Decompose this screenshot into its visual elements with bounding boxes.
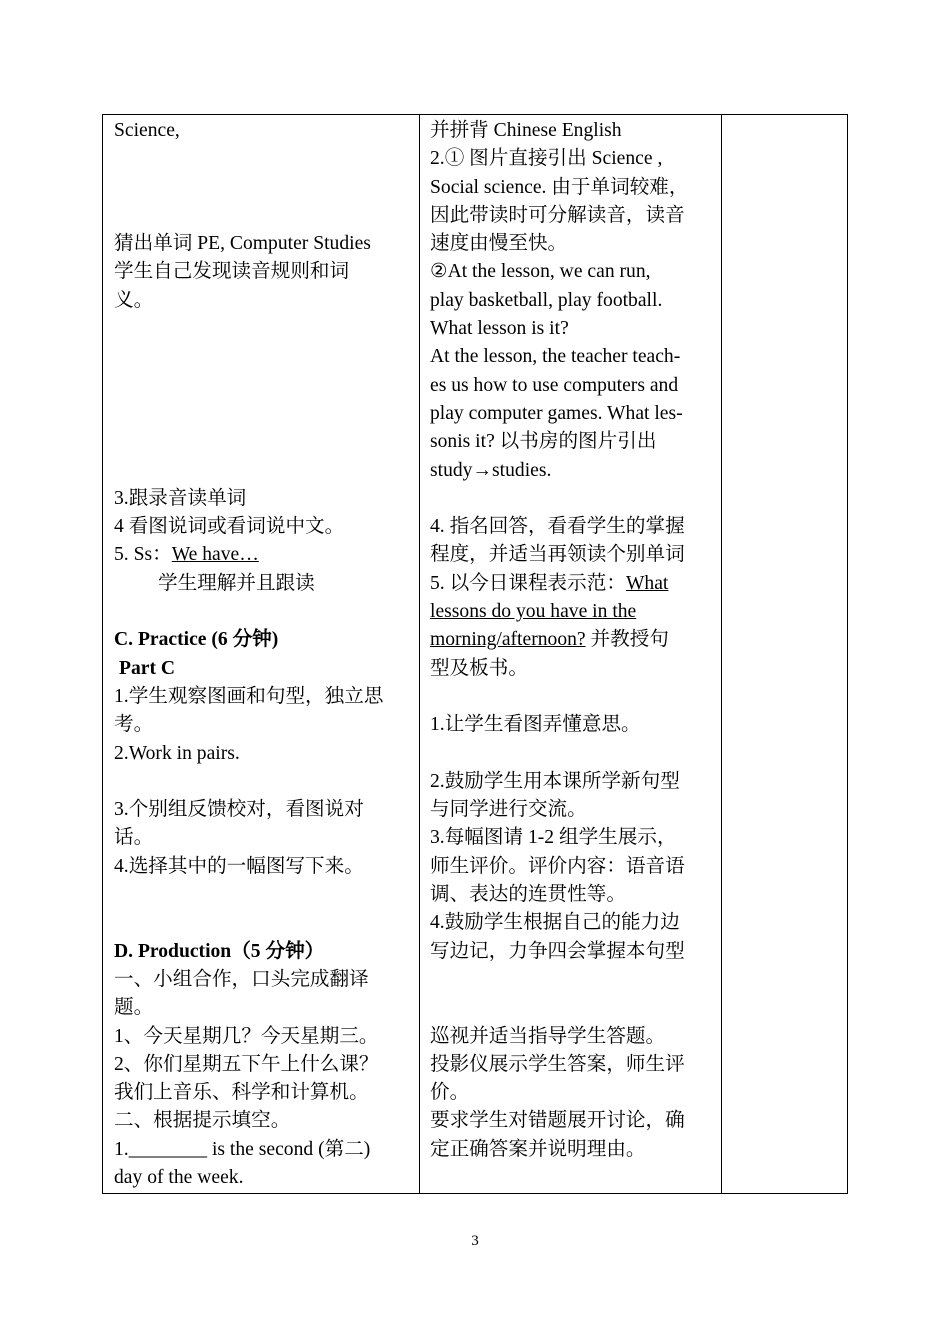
text-line: 2.鼓励学生用本课所学新句型 bbox=[430, 770, 680, 792]
text-line: play basketball, play football. bbox=[430, 289, 663, 311]
text-line: 速度由慢至快。 bbox=[430, 233, 568, 255]
underlined-text: lessons do you have in the bbox=[430, 601, 637, 623]
text-line: 2.Work in pairs. bbox=[114, 742, 240, 764]
section-subheading-part-c: Part C bbox=[119, 657, 176, 679]
schedule-demo-prefix: 5. 以今日课程表示范： bbox=[430, 572, 626, 594]
text-line: 我们上音乐、科学和计算机。 bbox=[114, 1082, 369, 1104]
text-line: What lesson is it? bbox=[430, 318, 569, 340]
text-line: 一、小组合作，口头完成翻译 bbox=[114, 968, 369, 990]
text-line: 4.选择其中的一幅图写下来。 bbox=[114, 855, 364, 877]
text-line: 程度，并适当再领读个别单词 bbox=[430, 544, 685, 566]
text-line bbox=[430, 598, 716, 626]
text-line: 3.跟录音读单词 bbox=[114, 487, 247, 509]
we-have-text: We have… bbox=[171, 544, 259, 566]
text-line: 要求学生对错题展开讨论，确 bbox=[430, 1110, 685, 1132]
text-line: Science, bbox=[114, 120, 180, 141]
text-line: 价。 bbox=[430, 1082, 470, 1104]
text-line: 投影仪展示学生答案，师生评 bbox=[430, 1053, 685, 1075]
text-line: 话。 bbox=[114, 827, 154, 849]
text-line: day of the week. bbox=[114, 1166, 244, 1188]
text-line: 与同学进行交流。 bbox=[430, 799, 587, 821]
text-line: sonis it? 以书房的图片引出 bbox=[430, 431, 657, 453]
lesson-plan-table bbox=[102, 114, 848, 1194]
column-divider bbox=[419, 115, 420, 1193]
text-span: 并教授句 bbox=[585, 629, 669, 651]
text-line: 写边记，力争四会掌握本句型 bbox=[430, 940, 685, 962]
text-line: 题。 bbox=[114, 997, 154, 1019]
student-activity-column bbox=[114, 115, 412, 1192]
text-line: es us how to use computers and bbox=[430, 374, 679, 396]
underlined-text: What bbox=[625, 572, 669, 594]
text-line: 调、表达的连贯性等。 bbox=[430, 884, 626, 906]
text-line: Social science. 由于单词较难， bbox=[430, 176, 689, 198]
text-line bbox=[114, 541, 412, 569]
text-line: 1、今天星期几？今天星期三。 bbox=[114, 1025, 379, 1047]
text-line: 定正确答案并说明理由。 bbox=[430, 1138, 646, 1160]
text-line: 义。 bbox=[114, 289, 154, 311]
text-line bbox=[430, 570, 716, 598]
ss-prefix: 5. Ss： bbox=[114, 544, 172, 566]
text-line: 2、你们星期五下午上什么课？ bbox=[114, 1053, 379, 1075]
text-line: 学生理解并且跟读 bbox=[158, 572, 315, 594]
text-line: 型及板书。 bbox=[430, 657, 528, 679]
text-line: 并拼背 Chinese English bbox=[430, 120, 622, 141]
text-line: 1.________ is the second (第二) bbox=[114, 1138, 371, 1160]
section-heading-practice: C. Practice (6 分钟) bbox=[114, 629, 279, 651]
text-line: At the lesson, the teacher teach- bbox=[430, 346, 681, 368]
text-line: 猜出单词 PE, Computer Studies bbox=[114, 233, 371, 255]
text-line: 考。 bbox=[114, 714, 154, 736]
column-divider bbox=[721, 115, 722, 1193]
teacher-activity-column bbox=[430, 115, 716, 1164]
text-line: play computer games. What les- bbox=[430, 402, 683, 424]
text-line: 2.① 图片直接引出 Science , bbox=[430, 148, 663, 170]
text-line: 4 看图说词或看词说中文。 bbox=[114, 516, 345, 538]
text-line: 1.学生观察图画和句型，独立思 bbox=[114, 685, 384, 707]
page-number: 3 bbox=[471, 1233, 479, 1249]
text-line: 3.个别组反馈校对，看图说对 bbox=[114, 799, 364, 821]
text-line: 巡视并适当指导学生答题。 bbox=[430, 1025, 666, 1047]
text-line: 师生评价。评价内容：语音语 bbox=[430, 855, 685, 877]
text-line: 因此带读时可分解读音，读音 bbox=[430, 204, 685, 226]
section-heading-production: D. Production（5 分钟） bbox=[114, 940, 325, 962]
underlined-text: morning/afternoon? bbox=[430, 629, 586, 651]
text-line: 二、根据提示填空。 bbox=[114, 1110, 291, 1132]
text-line: 3.每幅图请 1-2 组学生展示， bbox=[430, 827, 677, 849]
text-line: 4.鼓励学生根据自己的能力边 bbox=[430, 912, 680, 934]
text-line: ②At the lesson, we can run, bbox=[430, 261, 651, 283]
text-line: 1.让学生看图弄懂意思。 bbox=[430, 714, 641, 736]
text-line bbox=[430, 626, 716, 654]
text-line: 学生自己发现读音规则和词 bbox=[114, 261, 350, 283]
text-line: 4. 指名回答，看看学生的掌握 bbox=[430, 516, 685, 538]
text-line: study→studies. bbox=[430, 459, 552, 481]
